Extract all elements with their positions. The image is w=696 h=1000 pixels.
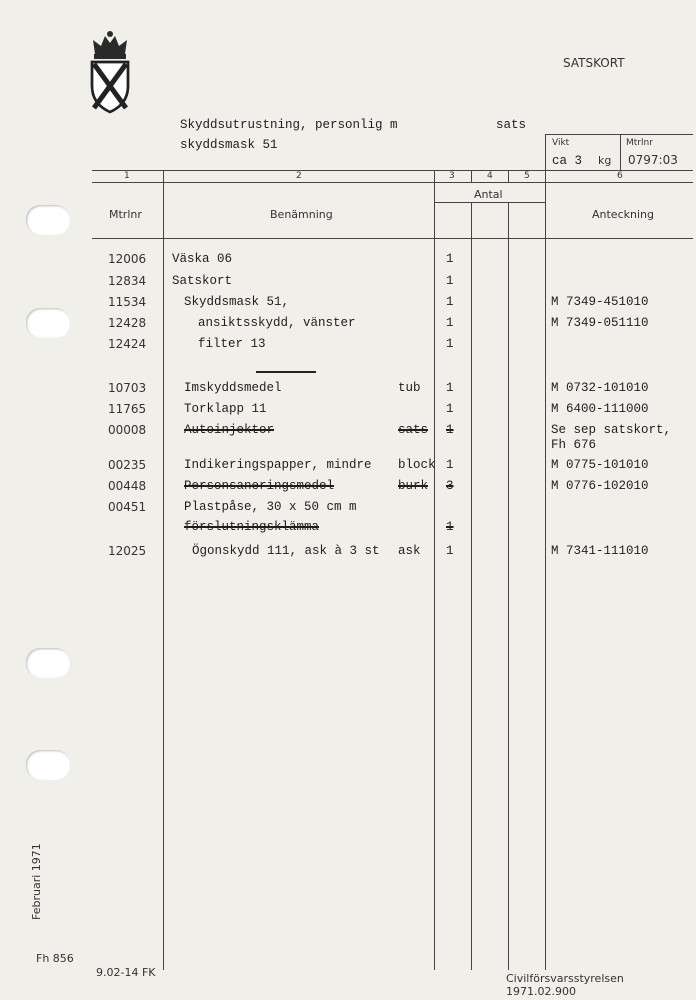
form-code: 9.02-14 FK [96, 966, 156, 979]
separator-line [256, 371, 316, 373]
table-row: 00451 Plastpåse, 30 x 50 cm m [108, 500, 357, 514]
weight-unit: kg [598, 154, 612, 167]
publisher: Civilförsvarsstyrelsen 1971.02.900 [506, 972, 624, 998]
col-number-1: 1 [124, 171, 130, 181]
anteckning-header: Anteckning [592, 208, 654, 221]
table-row: 11534 Skyddsmask 51, 1 M 7349-451010 [108, 295, 649, 309]
table-row: 00235 Indikeringspapper, mindre block 1 M 0775-101010 [108, 458, 649, 472]
antal-header: Antal [474, 188, 503, 201]
fh-number: Fh 856 [36, 952, 74, 965]
mtrlnr-header: Mtrlnr [109, 208, 142, 221]
table-row: 12006 Väska 06 1 [108, 252, 454, 266]
benamning-header: Benämning [270, 208, 333, 221]
title-line-2: skyddsmask 51 [180, 138, 278, 152]
punch-hole [26, 648, 70, 678]
weight-label: Vikt [552, 138, 570, 148]
punch-hole [26, 205, 70, 235]
title-line-1: Skyddsutrustning, personlig m [180, 118, 398, 132]
date-vertical: Februari 1971 [30, 843, 43, 920]
title-unit: sats [496, 118, 527, 132]
mtrlnr-value: 0797:03 [628, 153, 678, 167]
table-row: 10703 Imskyddsmedel tub 1 M 0732-101010 [108, 381, 649, 395]
table-row: förslutningsklämma 1 [184, 520, 454, 534]
table-row: 12834 Satskort 1 [108, 274, 454, 288]
col-number-2: 2 [296, 171, 302, 181]
table-row: 00008 Autoinjektor sats 1 Se sep satskort, [108, 423, 672, 437]
table-row: 12025 Ögonskydd 111, ask à 3 st ask 1 M 7341-111010 [108, 544, 649, 558]
table-row: 00448 Personsaneringsmedel burk 3 M 0776-102010 [108, 479, 649, 493]
punch-hole [26, 750, 70, 780]
table-row: 12428 ansiktsskydd, vänster 1 M 7349-051110 [108, 316, 649, 330]
mtrlnr-label: Mtrlnr [626, 138, 653, 148]
table-row-continuation: Fh 676 [551, 438, 597, 452]
col-number-3: 3 [449, 171, 455, 181]
doc-type: SATSKORT [563, 56, 625, 70]
col-number-5: 5 [524, 171, 530, 181]
table-row: 12424 filter 13 1 [108, 337, 454, 351]
col-number-4: 4 [487, 171, 493, 181]
weight-value: ca 3 [552, 154, 583, 168]
col-number-6: 6 [617, 171, 623, 181]
table-row: 11765 Torklapp 11 1 M 6400-111000 [108, 402, 649, 416]
coat-of-arms-icon [86, 30, 134, 114]
